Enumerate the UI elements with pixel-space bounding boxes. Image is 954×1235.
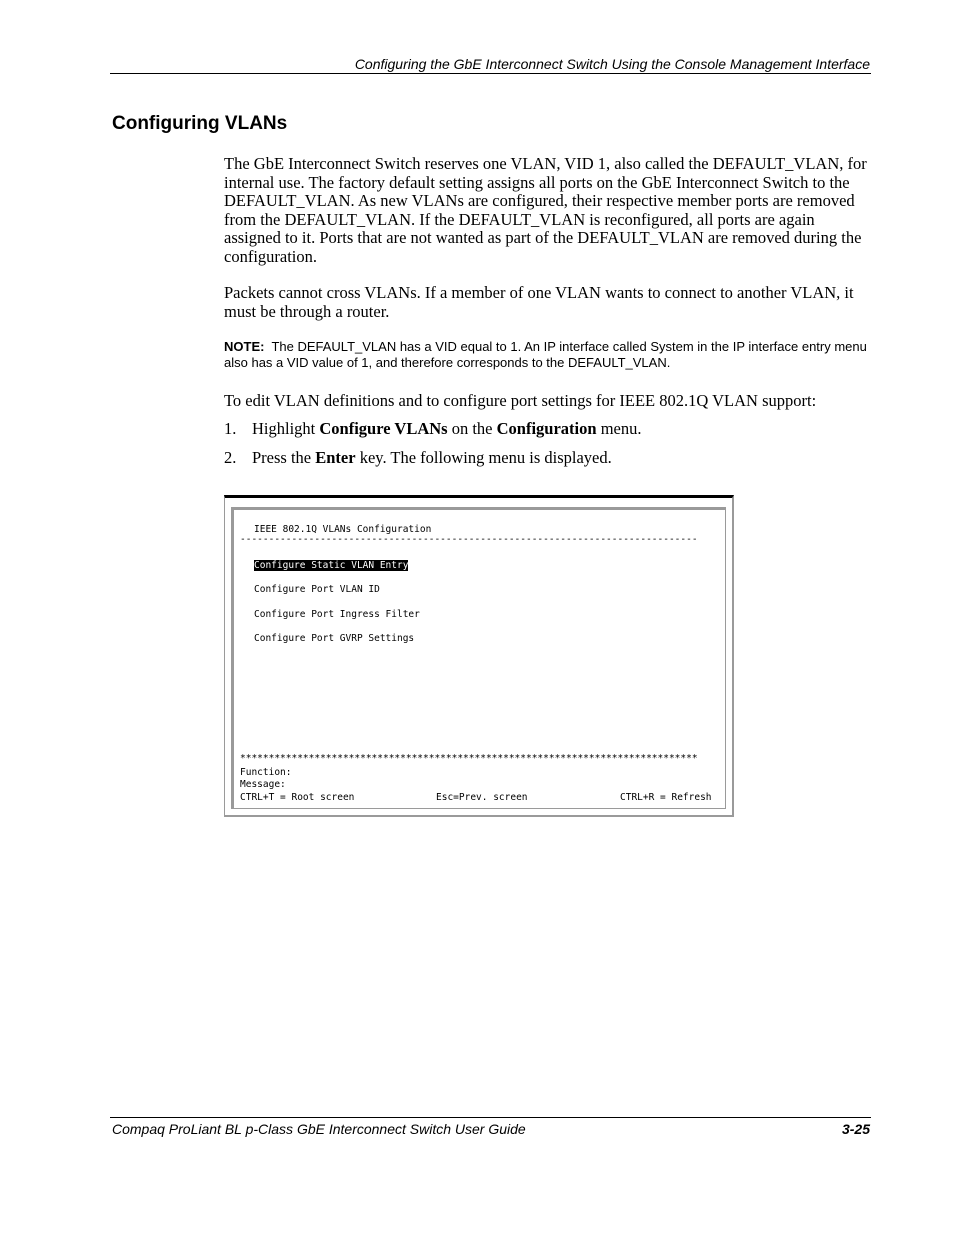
console-screen [231,507,726,809]
console-screenshot [224,495,734,817]
step-2 [224,449,872,468]
message-label: Message: [240,779,286,790]
note-label: NOTE: [224,339,265,354]
paragraph: Packets cannot cross VLANs. If a member of one VLAN wants to connect to another VLAN, it must be through a router. [224,283,854,321]
step-number: 1. [224,418,237,438]
console-key-hints [240,792,724,803]
console-divider: -------------------------------------------------------------------------------- [240,534,698,545]
note-text: The DEFAULT_VLAN has a VID equal to 1. An IP interface called System in the IP interface entry menu also has a VID value of 1, and therefore corresponds to the DEFAULT_VLAN. [224,339,867,370]
menu-item-static-vlan-entry[interactable]: Configure Static VLAN Entry [254,560,409,571]
note [224,339,872,371]
page-number: 3-25 [841,1121,870,1137]
menu-item-port-vlan-id[interactable]: Configure Port VLAN ID [254,584,380,595]
key-hint-refresh: CTRL+R = Refresh [620,792,712,803]
function-label: Function: [240,767,292,778]
step-number: 2. [224,448,237,467]
console-star-divider: ******************************************************************************** [240,753,698,764]
step-text: Press the Enter key. The following menu is displayed. [252,448,612,467]
procedure-intro: To edit VLAN definitions and to configure port settings for IEEE 802.1Q VLAN support: [224,391,817,410]
header-rule [110,73,871,74]
key-hint-root: CTRL+T = Root screen [240,792,355,803]
section-title: Configuring VLANs [112,113,288,134]
console-title: IEEE 802.1Q VLANs Configuration [254,524,432,535]
step-1 [224,420,872,439]
menu-item-port-gvrp-settings[interactable]: Configure Port GVRP Settings [254,633,415,644]
key-hint-prev: Esc=Prev. screen [436,792,528,803]
running-header: Configuring the GbE Interconnect Switch Using the Console Management Interface [354,56,870,72]
step-text: Highlight Configure VLANs on the Configuration menu. [252,418,642,438]
footer-guide-title: Compaq ProLiant BL p-Class GbE Interconnect Switch User Guide [112,1121,526,1137]
body-text [224,155,872,479]
menu-item-port-ingress-filter[interactable]: Configure Port Ingress Filter [254,609,420,620]
footer-rule [110,1117,871,1118]
paragraph: The GbE Interconnect Switch reserves one VLAN, VID 1, also called the DEFAULT_VLAN, for internal use. The factory default setting assigns all ports on the GbE Interconnect Switch to the DEFAULT_VLAN. As new VLANs are configured, their respective member ports are removed from the DEFAULT_VLAN. If the DEFAULT_VLAN is reconfigured, all ports are again assigned to it. Ports that are not wanted as part of the DEFAULT_VLAN are removed during the configuration. [224,154,867,266]
